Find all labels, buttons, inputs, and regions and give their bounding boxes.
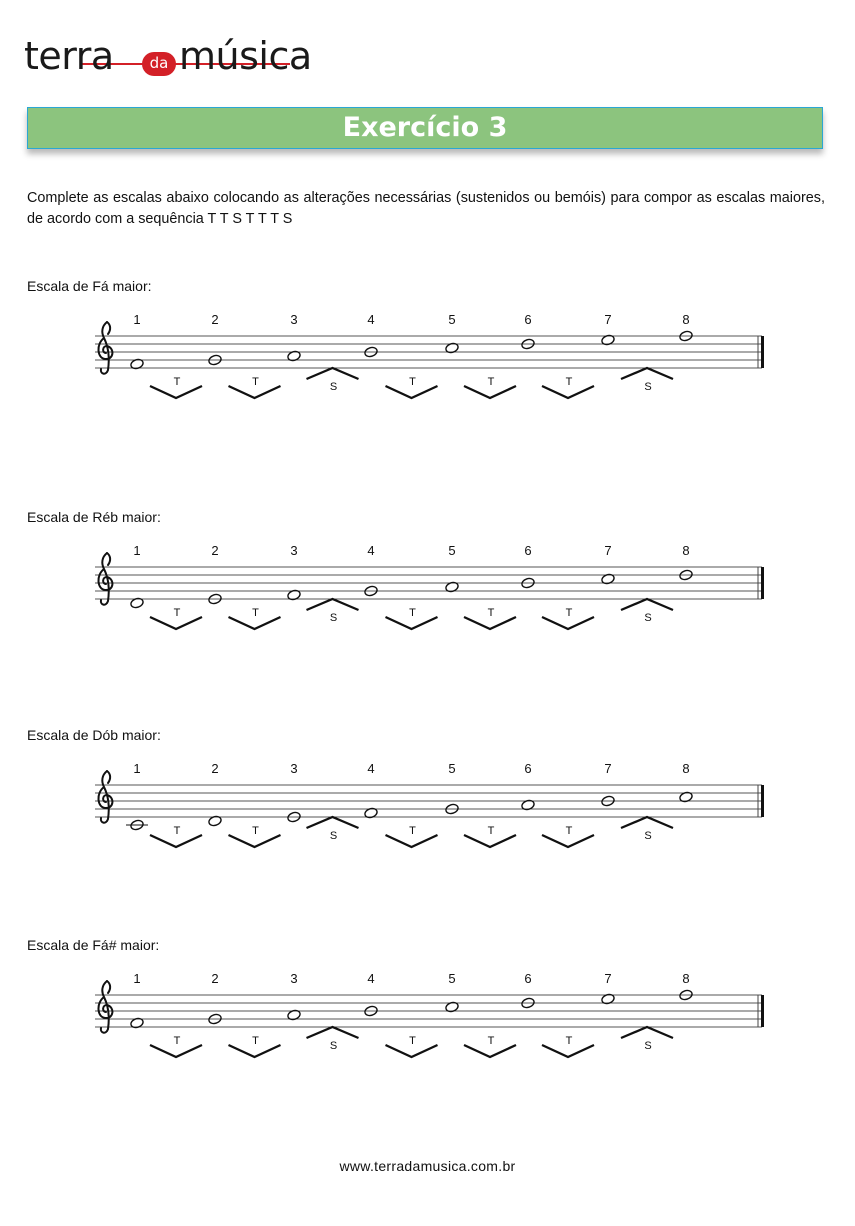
degree-label: 5 xyxy=(448,312,456,327)
footer-url: www.terradamusica.com.br xyxy=(339,1158,516,1174)
tone-marker xyxy=(150,1035,202,1057)
degree-label: 6 xyxy=(524,971,532,986)
semitone-marker xyxy=(307,599,359,624)
degree-label: 8 xyxy=(682,971,690,986)
degree-label: 1 xyxy=(133,543,141,558)
scale-label-fa: Escala de Fá maior: xyxy=(27,278,152,294)
degree-label: 8 xyxy=(682,761,690,776)
degree-label: 7 xyxy=(604,543,612,558)
step-label: S xyxy=(644,381,652,393)
tone-marker xyxy=(542,825,594,847)
step-label: T xyxy=(487,376,495,388)
degree-label: 3 xyxy=(290,312,298,327)
degree-label: 4 xyxy=(367,312,375,327)
tone-marker xyxy=(229,607,281,629)
degree-label: 4 xyxy=(367,543,375,558)
tone-marker xyxy=(542,376,594,398)
degree-label: 2 xyxy=(211,971,219,986)
tone-marker xyxy=(386,825,438,847)
degree-label: 4 xyxy=(367,971,375,986)
tone-marker xyxy=(229,1035,281,1057)
step-label: T xyxy=(409,825,416,837)
degree-label: 6 xyxy=(524,761,532,776)
tone-marker xyxy=(542,1035,594,1057)
degree-label: 7 xyxy=(604,312,612,327)
end-barline-thick xyxy=(761,567,764,599)
step-label: T xyxy=(173,1035,181,1047)
step-label: T xyxy=(409,1035,416,1047)
step-label: T xyxy=(565,607,573,619)
scale-label-re-bemol: Escala de Réb maior: xyxy=(27,509,161,525)
degree-label: 1 xyxy=(133,312,141,327)
step-label: T xyxy=(487,825,495,837)
degree-label: 8 xyxy=(682,312,690,327)
degree-label: 4 xyxy=(367,761,375,776)
semitone-marker xyxy=(307,1027,359,1052)
step-label: T xyxy=(173,376,181,388)
step-label: T xyxy=(173,607,181,619)
degree-label: 7 xyxy=(604,761,612,776)
staff-fa-sustenido xyxy=(90,965,780,1075)
step-label: S xyxy=(329,1040,338,1052)
title-bar xyxy=(27,107,823,149)
degree-label: 1 xyxy=(133,971,141,986)
tone-marker xyxy=(464,1035,516,1057)
tone-marker xyxy=(464,376,516,398)
logo-badge: da xyxy=(142,52,176,76)
semitone-marker xyxy=(621,1027,673,1052)
tone-marker xyxy=(229,376,281,398)
treble-clef-icon xyxy=(98,981,112,1033)
treble-clef-icon xyxy=(98,553,112,605)
step-label: T xyxy=(565,376,573,388)
step-label: S xyxy=(329,381,338,393)
semitone-marker xyxy=(307,368,359,393)
tone-marker xyxy=(464,607,516,629)
degree-label: 3 xyxy=(290,971,298,986)
logo-word-left: terra xyxy=(24,34,114,78)
semitone-marker xyxy=(621,599,673,624)
step-label: S xyxy=(329,612,338,624)
step-label: T xyxy=(252,376,259,388)
staff-fa xyxy=(90,306,780,416)
logo xyxy=(24,34,312,84)
degree-label: 1 xyxy=(133,761,141,776)
step-label: T xyxy=(173,825,181,837)
tone-marker xyxy=(150,607,202,629)
step-label: T xyxy=(487,1035,495,1047)
degree-label: 5 xyxy=(448,761,456,776)
degree-label: 6 xyxy=(524,543,532,558)
semitone-marker xyxy=(621,368,673,393)
logo-word-right: música xyxy=(179,34,312,78)
degree-label: 5 xyxy=(448,543,456,558)
tone-marker xyxy=(150,825,202,847)
step-label: T xyxy=(487,607,495,619)
tone-marker xyxy=(386,607,438,629)
staff-do-bemol xyxy=(90,755,780,865)
degree-label: 8 xyxy=(682,543,690,558)
tone-marker xyxy=(542,607,594,629)
degree-label: 2 xyxy=(211,312,219,327)
degree-label: 2 xyxy=(211,543,219,558)
step-label: S xyxy=(644,830,652,842)
tone-marker xyxy=(229,825,281,847)
tone-marker xyxy=(386,1035,438,1057)
page-title: Exercício 3 xyxy=(342,112,508,143)
step-label: T xyxy=(409,376,416,388)
end-barline-thick xyxy=(761,336,764,368)
whole-note-icon xyxy=(126,819,148,831)
degree-label: 2 xyxy=(211,761,219,776)
degree-label: 5 xyxy=(448,971,456,986)
step-label: T xyxy=(565,1035,573,1047)
tone-marker xyxy=(150,376,202,398)
end-barline-thick xyxy=(761,995,764,1027)
step-label: T xyxy=(252,1035,259,1047)
treble-clef-icon xyxy=(98,771,112,823)
step-label: T xyxy=(409,607,416,619)
tone-marker xyxy=(386,376,438,398)
degree-label: 3 xyxy=(290,761,298,776)
instructions: Complete as escalas abaixo colocando as alterações necessárias (sustenidos ou bemóis) para compor as escalas maiores, de acordo com a sequência T T S T T T S xyxy=(27,190,825,227)
end-barline-thick xyxy=(761,785,764,817)
step-label: S xyxy=(329,830,338,842)
degree-label: 3 xyxy=(290,543,298,558)
tone-marker xyxy=(464,825,516,847)
staff-re-bemol xyxy=(90,537,780,647)
scale-label-fa-sustenido: Escala de Fá# maior: xyxy=(27,937,160,953)
step-label: T xyxy=(252,607,259,619)
step-label: S xyxy=(644,1040,652,1052)
degree-label: 7 xyxy=(604,971,612,986)
step-label: T xyxy=(565,825,573,837)
semitone-marker xyxy=(307,817,359,842)
degree-label: 6 xyxy=(524,312,532,327)
step-label: S xyxy=(644,612,652,624)
step-label: T xyxy=(252,825,259,837)
treble-clef-icon xyxy=(98,322,112,374)
scale-label-do-bemol: Escala de Dób maior: xyxy=(27,727,161,743)
semitone-marker xyxy=(621,817,673,842)
